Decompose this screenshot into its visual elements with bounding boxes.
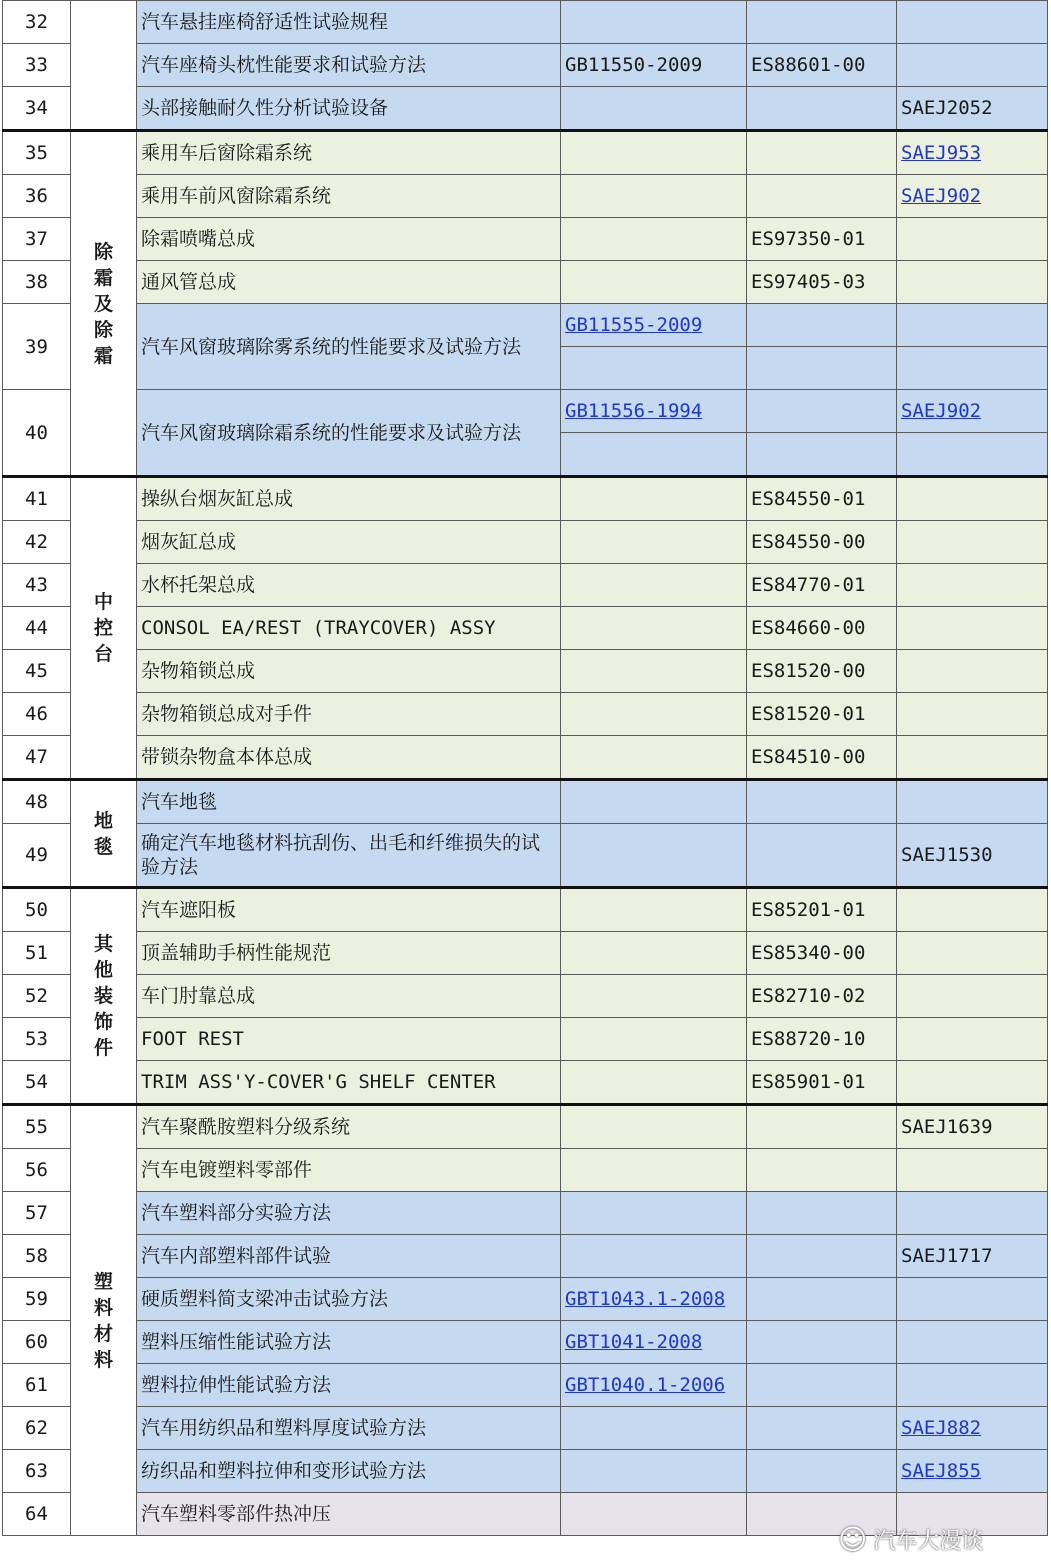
sae-cell [897, 1450, 1048, 1493]
gb-cell [561, 693, 747, 736]
standard-name: 通风管总成 [137, 261, 561, 304]
row-number: 41 [3, 477, 71, 521]
category-text: 中控台 [93, 591, 113, 665]
table-row [3, 975, 1048, 1018]
sae-cell [897, 1105, 1048, 1149]
table-row [3, 1235, 1048, 1278]
table-row [3, 1450, 1048, 1493]
gb-cell [561, 1018, 747, 1061]
row-number: 61 [3, 1364, 71, 1407]
row-number: 59 [3, 1278, 71, 1321]
es-cell [747, 521, 897, 564]
es-cell [747, 564, 897, 607]
sae-cell-top [897, 390, 1047, 432]
table-row [3, 304, 1048, 390]
gb-cell [561, 1235, 747, 1278]
row-number: 62 [3, 1407, 71, 1450]
row-number: 45 [3, 650, 71, 693]
sae-standard-text: SAEJ1717 [901, 1245, 993, 1267]
sae-cell-top [897, 304, 1047, 346]
standard-name: 头部接触耐久性分析试验设备 [137, 87, 561, 131]
sae-cell [897, 1061, 1048, 1105]
gb-cell [561, 736, 747, 780]
standard-name: 汽车塑料部分实验方法 [137, 1192, 561, 1235]
standard-name: 汽车用纺织品和塑料厚度试验方法 [137, 1407, 561, 1450]
es-cell [747, 1321, 897, 1364]
sae-cell [897, 131, 1048, 175]
standards-table [2, 0, 1048, 1536]
sae-standard-link[interactable]: SAEJ855 [901, 1460, 982, 1482]
sae-cell [897, 1018, 1048, 1061]
es-cell-bottom [747, 432, 896, 475]
standard-name: 操纵台烟灰缸总成 [137, 477, 561, 521]
sae-cell [897, 261, 1048, 304]
es-cell [747, 261, 897, 304]
sae-cell [897, 304, 1048, 390]
gb-cell [561, 1493, 747, 1536]
sae-standard-link[interactable]: SAEJ882 [901, 1417, 982, 1439]
standard-name: 汽车悬挂座椅舒适性试验规程 [137, 1, 561, 44]
standards-table-body [3, 1, 1048, 1536]
row-number: 44 [3, 607, 71, 650]
row-number: 40 [3, 390, 71, 477]
gb-standard-link[interactable]: GBT1040.1-2006 [565, 1374, 726, 1396]
row-number: 52 [3, 975, 71, 1018]
es-standard-text: ES84660-00 [751, 617, 866, 639]
standard-name: 乘用车后窗除霜系统 [137, 131, 561, 175]
sae-cell [897, 1321, 1048, 1364]
gb-cell [561, 261, 747, 304]
es-cell [747, 650, 897, 693]
es-standard-text: ES85340-00 [751, 942, 866, 964]
es-cell [747, 824, 897, 888]
sae-standard-text: SAEJ1530 [901, 844, 993, 866]
gb-cell [561, 477, 747, 521]
gb-standard-link[interactable]: GB11556-1994 [565, 400, 703, 422]
row-number: 58 [3, 1235, 71, 1278]
gb-cell [561, 87, 747, 131]
table-row [3, 477, 1048, 521]
standard-name: 车门肘靠总成 [137, 975, 561, 1018]
sae-standard-text: SAEJ1639 [901, 1116, 993, 1138]
gb-cell [561, 1061, 747, 1105]
row-number: 53 [3, 1018, 71, 1061]
gb-cell [561, 218, 747, 261]
es-standard-text: ES97405-03 [751, 271, 866, 293]
gb-cell [561, 44, 747, 87]
standard-name: 塑料压缩性能试验方法 [137, 1321, 561, 1364]
es-cell [747, 1235, 897, 1278]
row-number: 37 [3, 218, 71, 261]
gb-standard-link[interactable]: GBT1043.1-2008 [565, 1288, 726, 1310]
es-standard-text: ES81520-00 [751, 660, 866, 682]
standard-name: 汽车风窗玻璃除霜系统的性能要求及试验方法 [137, 390, 561, 477]
standard-name: 汽车座椅头枕性能要求和试验方法 [137, 44, 561, 87]
row-number: 38 [3, 261, 71, 304]
table-row [3, 1192, 1048, 1235]
row-number: 51 [3, 932, 71, 975]
sae-cell [897, 1192, 1048, 1235]
standard-name: 汽车塑料零部件热冲压 [137, 1493, 561, 1536]
sae-standard-link[interactable]: SAEJ953 [901, 142, 982, 164]
table-row [3, 824, 1048, 888]
standard-name: 带锁杂物盒本体总成 [137, 736, 561, 780]
row-number: 57 [3, 1192, 71, 1235]
sae-cell-bottom [897, 432, 1047, 475]
table-row [3, 44, 1048, 87]
row-number: 50 [3, 888, 71, 932]
standard-name: 汽车电镀塑料零部件 [137, 1149, 561, 1192]
row-number: 33 [3, 44, 71, 87]
sae-cell [897, 477, 1048, 521]
gb-cell [561, 932, 747, 975]
row-number: 56 [3, 1149, 71, 1192]
sae-cell [897, 650, 1048, 693]
watermark [838, 1523, 983, 1556]
table-row [3, 1061, 1048, 1105]
es-cell [747, 1018, 897, 1061]
es-standard-text: ES84510-00 [751, 746, 866, 768]
es-standard-text: ES88601-00 [751, 54, 866, 76]
es-cell [747, 1149, 897, 1192]
gb-cell [561, 1450, 747, 1493]
gb-cell [561, 1407, 747, 1450]
gb-cell [561, 1105, 747, 1149]
standard-name: 汽车地毯 [137, 780, 561, 824]
row-number: 64 [3, 1493, 71, 1536]
row-number: 32 [3, 1, 71, 44]
es-cell [747, 607, 897, 650]
gb-standard-link[interactable]: GBT1041-2008 [565, 1331, 703, 1353]
table-row [3, 1105, 1048, 1149]
gb-cell-bottom [561, 346, 746, 389]
standard-name: 汽车内部塑料部件试验 [137, 1235, 561, 1278]
gb-cell-bottom [561, 432, 746, 475]
sae-cell [897, 1278, 1048, 1321]
es-standard-text: ES81520-01 [751, 703, 866, 725]
es-cell [747, 693, 897, 736]
sae-cell [897, 1235, 1048, 1278]
category-label [71, 477, 137, 780]
gb-cell [561, 888, 747, 932]
sae-cell [897, 607, 1048, 650]
table-row [3, 1407, 1048, 1450]
standard-name: 杂物箱锁总成对手件 [137, 693, 561, 736]
es-cell [747, 390, 897, 477]
es-cell [747, 1061, 897, 1105]
es-cell [747, 932, 897, 975]
es-cell [747, 218, 897, 261]
table-row [3, 607, 1048, 650]
table-row [3, 521, 1048, 564]
es-cell-bottom [747, 346, 896, 389]
es-cell [747, 1105, 897, 1149]
row-number: 34 [3, 87, 71, 131]
row-number: 46 [3, 693, 71, 736]
es-cell [747, 131, 897, 175]
sae-cell [897, 824, 1048, 888]
gb-cell [561, 1364, 747, 1407]
standard-name: 确定汽车地毯材料抗刮伤、出毛和纤维损失的试验方法 [137, 824, 561, 888]
es-cell-top [747, 390, 896, 432]
row-number: 63 [3, 1450, 71, 1493]
category-text: 其他装饰件 [93, 933, 113, 1059]
gb-cell [561, 780, 747, 824]
standard-name: 顶盖辅助手柄性能规范 [137, 932, 561, 975]
gb-cell [561, 1149, 747, 1192]
standard-name: 塑料拉伸性能试验方法 [137, 1364, 561, 1407]
es-standard-text: ES84770-01 [751, 574, 866, 596]
standard-name: 乘用车前风窗除霜系统 [137, 175, 561, 218]
gb-cell-top [561, 390, 746, 432]
row-number: 60 [3, 1321, 71, 1364]
gb-cell [561, 521, 747, 564]
gb-cell [561, 975, 747, 1018]
gb-cell [561, 1192, 747, 1235]
es-cell [747, 1192, 897, 1235]
gb-cell [561, 175, 747, 218]
category-text: 塑料材料 [93, 1270, 113, 1371]
wechat-icon: ☺ [838, 1523, 868, 1556]
table-row [3, 888, 1048, 932]
table-row [3, 131, 1048, 175]
category-text: 地毯 [93, 809, 113, 858]
sae-standard-text: SAEJ2052 [901, 97, 993, 119]
es-cell [747, 888, 897, 932]
standard-name: 汽车聚酰胺塑料分级系统 [137, 1105, 561, 1149]
table-row [3, 1278, 1048, 1321]
standard-name: 纺织品和塑料拉伸和变形试验方法 [137, 1450, 561, 1493]
standard-name: 杂物箱锁总成 [137, 650, 561, 693]
table-row [3, 1149, 1048, 1192]
standard-name: 汽车遮阳板 [137, 888, 561, 932]
gb-cell [561, 131, 747, 175]
category-text: 除霜及除霜 [93, 240, 113, 367]
es-cell [747, 975, 897, 1018]
table-row [3, 175, 1048, 218]
gb-cell [561, 1278, 747, 1321]
sae-cell [897, 564, 1048, 607]
sae-cell [897, 975, 1048, 1018]
table-row [3, 780, 1048, 824]
table-row [3, 932, 1048, 975]
sae-cell [897, 175, 1048, 218]
sae-cell [897, 736, 1048, 780]
category-label [71, 780, 137, 888]
sae-cell [897, 780, 1048, 824]
standard-name: 水杯托架总成 [137, 564, 561, 607]
es-cell [747, 304, 897, 390]
es-cell [747, 1364, 897, 1407]
watermark-text: 汽车大漫谈 [873, 1529, 984, 1554]
es-cell [747, 1450, 897, 1493]
gb-cell [561, 650, 747, 693]
es-cell [747, 175, 897, 218]
standard-name: 除霜喷嘴总成 [137, 218, 561, 261]
sae-cell [897, 87, 1048, 131]
sae-cell [897, 218, 1048, 261]
table-row [3, 218, 1048, 261]
es-cell-top [747, 304, 896, 346]
sae-standard-link[interactable]: SAEJ902 [901, 185, 982, 207]
row-number: 43 [3, 564, 71, 607]
table-row [3, 390, 1048, 477]
sae-cell [897, 44, 1048, 87]
gb-standard-link[interactable]: GB11555-2009 [565, 314, 703, 336]
es-standard-text: ES84550-00 [751, 531, 866, 553]
row-number: 39 [3, 304, 71, 390]
standard-name: 硬质塑料简支梁冲击试验方法 [137, 1278, 561, 1321]
table-row [3, 1321, 1048, 1364]
standard-name: CONSOL EA/REST (TRAYCOVER) ASSY [137, 607, 561, 650]
gb-cell [561, 564, 747, 607]
sae-standard-link[interactable]: SAEJ902 [901, 400, 982, 422]
standard-name: 烟灰缸总成 [137, 521, 561, 564]
es-standard-text: ES82710-02 [751, 985, 866, 1007]
table-row [3, 564, 1048, 607]
category-label [71, 1105, 137, 1536]
table-row [3, 1364, 1048, 1407]
row-number: 35 [3, 131, 71, 175]
es-standard-text: ES97350-01 [751, 228, 866, 250]
es-standard-text: ES85201-01 [751, 899, 866, 921]
sae-cell [897, 693, 1048, 736]
es-cell [747, 44, 897, 87]
gb-standard-text: GB11550-2009 [565, 54, 703, 76]
standard-name: 汽车风窗玻璃除雾系统的性能要求及试验方法 [137, 304, 561, 390]
es-cell [747, 1407, 897, 1450]
category-label [71, 131, 137, 477]
row-number: 47 [3, 736, 71, 780]
sae-cell [897, 1149, 1048, 1192]
es-standard-text: ES85901-01 [751, 1071, 866, 1093]
gb-cell [561, 824, 747, 888]
sae-cell [897, 1, 1048, 44]
sae-cell [897, 932, 1048, 975]
category-label [71, 888, 137, 1105]
sae-cell [897, 1364, 1048, 1407]
sae-cell [897, 521, 1048, 564]
es-cell [747, 736, 897, 780]
category-label [71, 1, 137, 131]
table-row [3, 650, 1048, 693]
row-number: 48 [3, 780, 71, 824]
gb-cell [561, 1, 747, 44]
gb-cell [561, 607, 747, 650]
table-row [3, 261, 1048, 304]
table-row [3, 736, 1048, 780]
sae-cell [897, 888, 1048, 932]
sae-cell-bottom [897, 346, 1047, 389]
standard-name: FOOT REST [137, 1018, 561, 1061]
gb-cell [561, 304, 747, 390]
row-number: 42 [3, 521, 71, 564]
es-standard-text: ES84550-01 [751, 488, 866, 510]
row-number: 49 [3, 824, 71, 888]
es-cell [747, 1278, 897, 1321]
sae-cell [897, 1407, 1048, 1450]
es-cell [747, 477, 897, 521]
es-cell [747, 87, 897, 131]
es-cell [747, 1, 897, 44]
row-number: 54 [3, 1061, 71, 1105]
gb-cell-top [561, 304, 746, 346]
row-number: 55 [3, 1105, 71, 1149]
es-standard-text: ES88720-10 [751, 1028, 866, 1050]
sae-cell [897, 390, 1048, 477]
row-number: 36 [3, 175, 71, 218]
table-row [3, 87, 1048, 131]
gb-cell [561, 1321, 747, 1364]
standard-name: TRIM ASS'Y-COVER'G SHELF CENTER [137, 1061, 561, 1105]
table-row [3, 1018, 1048, 1061]
table-row [3, 693, 1048, 736]
es-cell [747, 780, 897, 824]
table-row [3, 1, 1048, 44]
gb-cell [561, 390, 747, 477]
